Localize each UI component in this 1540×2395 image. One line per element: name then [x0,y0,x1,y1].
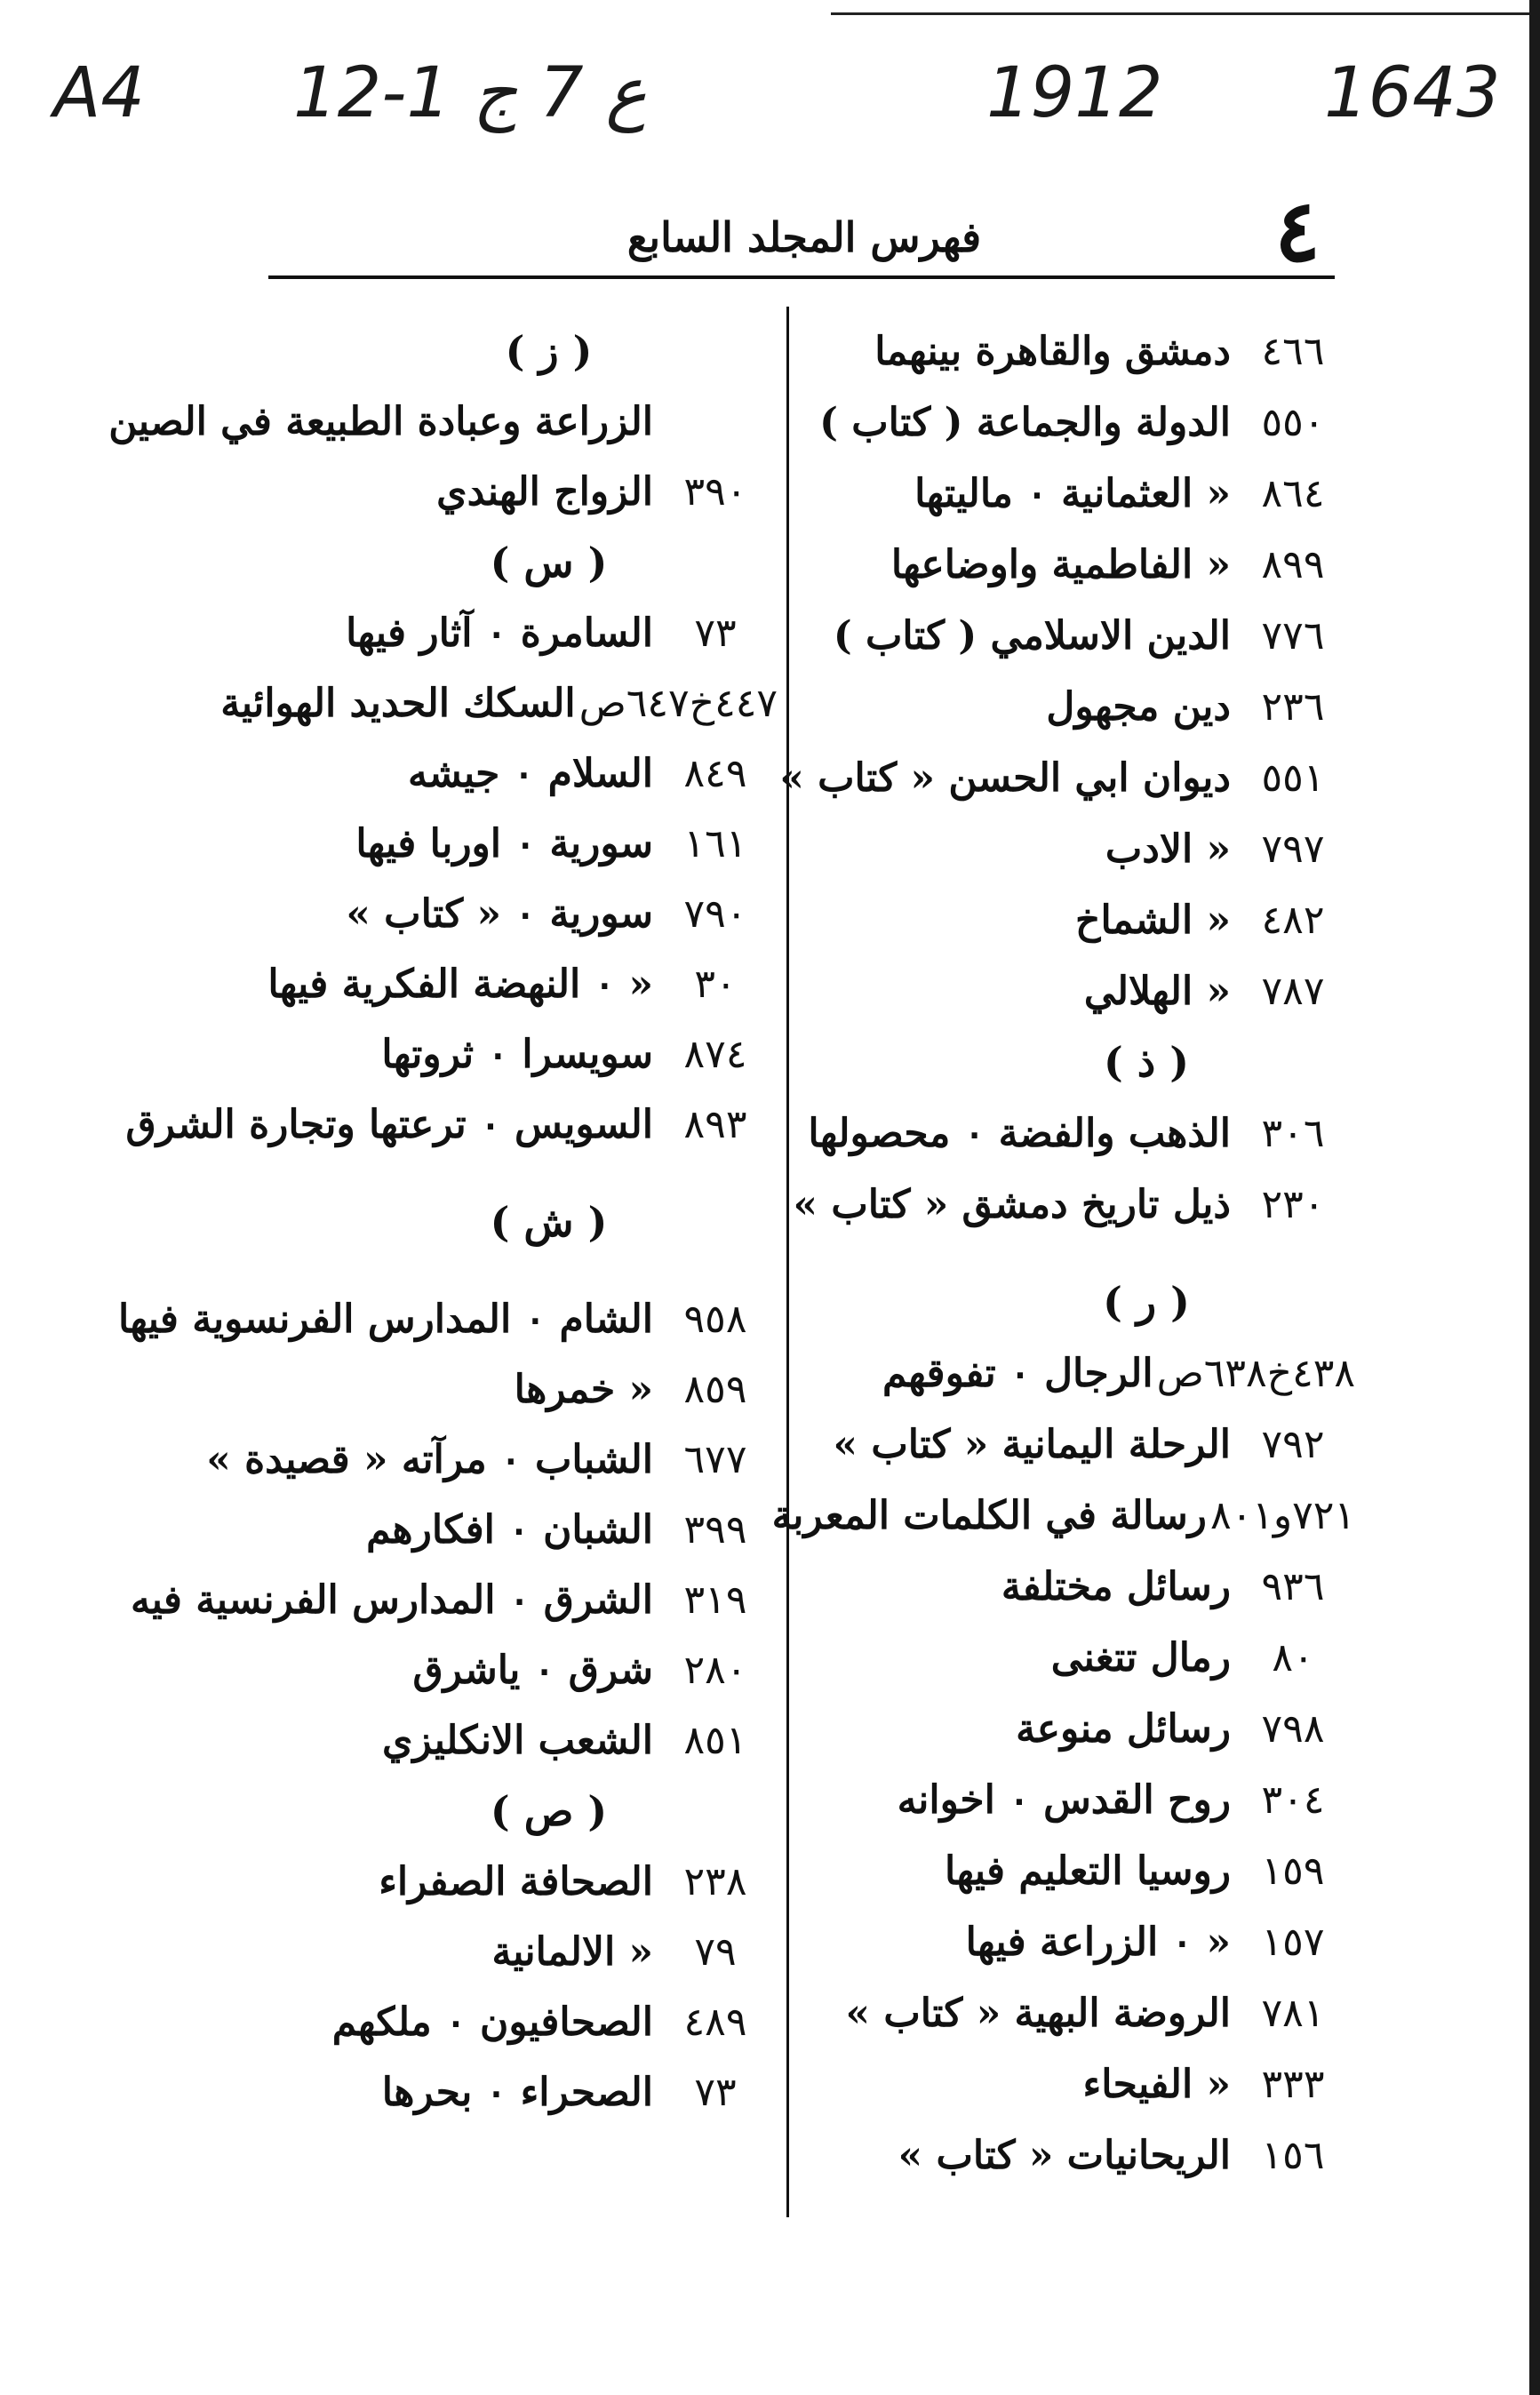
entry-title: الذهب والفضة ٠ محصولها [808,1110,1231,1156]
index-entry [804,1764,1355,1835]
entry-title: « الهلالي [1083,968,1231,1014]
entry-title: « الالمانية [491,1929,653,1975]
entry-title: سورية ٠ « كتاب » [346,891,653,937]
index-entry [804,458,1355,529]
entry-title: السلام ٠ جيشه [408,751,653,796]
entry-title: الشرق ٠ المدارس الفرنسية فيه [131,1577,653,1623]
entry-page-number: ٧٨٧ [1261,968,1325,1014]
index-entry [178,1354,778,1425]
index-entry [178,1425,778,1495]
index-entry [178,1847,778,1917]
index-entry [804,1906,1355,1977]
entry-page-number: ٤٨٢ [1261,897,1325,943]
entry-title: السويس ٠ ترعتها وتجارة الشرق [125,1102,653,1147]
entry-title: ديوان ابي الحسن « كتاب » [779,754,1231,801]
entry-page-number: ٣٣٣ [1261,2061,1325,2107]
entry-page-number: ٤٦٦ [1261,328,1325,374]
scan-edge-right [1529,0,1540,2395]
entry-page-number: ٥٥١ [1261,754,1325,801]
index-entry [804,671,1355,742]
entry-page-number: ٢٣٨ [683,1859,747,1904]
index-entry [178,598,778,668]
index-entry [125,1090,778,1160]
entry-title: « العثمانية ٠ ماليتها [914,470,1231,516]
entry-page-number: ٦٧٧ [683,1437,747,1482]
index-entry [793,1169,1355,1240]
entry-title: « ٠ النهضة الفكرية فيها [267,962,653,1007]
index-entry [108,387,778,457]
index-entry [779,742,1355,813]
entry-title: « الادب [1105,826,1231,872]
entry-title: الشعب الانكليزي [381,1718,653,1763]
spacer [178,1160,778,1186]
entry-title: الرجال ٠ تفوقهم [882,1350,1153,1396]
index-entry [178,949,778,1019]
entry-title: رسائل مختلفة [1001,1563,1231,1609]
entry-title: السكك الحديد الهوائية [220,681,576,726]
entry-title: دمشق والقاهرة بينهما [874,328,1231,374]
entry-title: الصحافيون ٠ ملكهم [331,2000,653,2045]
entry-page-number: ١٦١ [683,821,747,866]
entry-page-number: ٧٢١و٨٠١ [1209,1492,1355,1538]
index-entry [178,1495,778,1565]
index-entry [804,1098,1355,1169]
entry-page-number: ٣٩٠ [683,469,747,515]
entry-page-number: ٧٧٦ [1261,612,1325,659]
index-entry [804,1622,1355,1693]
entry-title: سويسرا ٠ ثروتها [381,1032,653,1077]
entry-title: الرحلة اليمانية « كتاب » [833,1421,1231,1467]
index-entry [804,1835,1355,1906]
index-entry [804,884,1355,955]
entry-title: دين مجهول [1046,683,1231,730]
index-entry [178,809,778,879]
scan-edge-top [831,0,1540,15]
entry-page-number: ٨٠ [1272,1634,1314,1680]
entry-title: الشبان ٠ افكارهم [366,1507,653,1553]
entry-title: « ٠ الزراعة فيها [965,1919,1231,1965]
entry-page-number: ٢٨٠ [683,1648,747,1693]
entry-page-number: ٧٩٨ [1261,1705,1325,1752]
index-entry [178,1019,778,1090]
page-header [267,180,1342,284]
entry-title: روسيا التعليم فيها [945,1848,1231,1894]
entry-page-number: ٨٥٩ [683,1367,747,1412]
section-letter-heading: ( ر ) [1103,1278,1190,1326]
entry-page-number: ٩٣٦ [1261,1563,1325,1609]
entry-title: رسالة في الكلمات المعربة [771,1492,1207,1538]
index-entry [131,1565,778,1635]
entry-page-number: ٨٦٤ [1261,470,1325,516]
entry-page-number: ٣٠ [694,962,737,1007]
entry-page-number: ١٥٦ [1261,2132,1325,2178]
entry-title: الشباب ٠ مرآته « قصيدة » [206,1437,653,1482]
year-note: 1912 [986,53,1163,133]
index-entry [804,955,1355,1026]
entry-page-number: ١٥٩ [1261,1848,1325,1894]
entry-title: الشام ٠ المدارس الفرنسوية فيها [117,1297,653,1342]
column-divider [786,307,789,2217]
index-column-right [771,315,1355,2191]
entry-page-number: ٢٣٦ [1261,683,1325,730]
entry-page-number: ٣١٩ [683,1577,747,1623]
entry-page-number: ٨٥١ [683,1718,747,1763]
index-entry [804,2048,1355,2120]
index-entry [804,387,1355,458]
entry-page-number: ٧٩ [694,1929,737,1975]
index-entry [178,879,778,949]
header-rule [268,275,1335,279]
entry-title: شرق ٠ ياشرق [412,1648,653,1693]
entry-title: « الشماخ [1075,897,1231,943]
spacer [804,1240,1355,1266]
section-letter-heading: ( ص ) [490,1787,608,1835]
index-entry [178,1635,778,1705]
entry-title: الصحراء ٠ بحرها [381,2070,653,2115]
page-number: ٤ [1274,180,1321,281]
index-entry [178,2057,778,2128]
index-entry [804,1409,1355,1480]
entry-page-number: ٣٠٤ [1261,1776,1325,1823]
entry-page-number: ١٥٧ [1261,1919,1325,1965]
index-entry [178,1705,778,1776]
spacer [178,1257,778,1284]
index-entry [178,457,778,527]
entry-title: « خمرها [514,1367,653,1412]
entry-page-number: ٨٧٤ [683,1032,747,1077]
entry-title: رمال تتغنى [1050,1634,1231,1680]
issue-reference: 12-1 ع 7 ج [293,53,647,133]
section-letter-heading: ( ز ) [505,327,593,375]
entry-title: الدين الاسلامي ( كتاب ) [833,612,1231,659]
handwritten-archive-reference [44,53,1502,178]
entry-page-number: ٧٣ [694,611,737,656]
entry-title: « الفاطمية واوضاعها [890,541,1231,587]
archive-code: A4 [53,53,145,133]
entry-title: السامرة ٠ آثار فيها [346,611,653,656]
index-entry [804,529,1355,600]
index-column-left [108,315,778,2128]
entry-page-number: ٤٣٨خ٦٣٨ص [1156,1350,1355,1396]
index-entry [804,2120,1355,2191]
entry-page-number: ٤٤٧خ٦٤٧ص [578,681,778,726]
entry-title: الزراعة وعبادة الطبيعة في الصين [108,399,653,444]
entry-title: ذيل تاريخ دمشق « كتاب » [793,1181,1231,1227]
index-entry [178,1987,778,2057]
index-entry [804,813,1355,884]
entry-page-number: ٩٥٨ [683,1297,747,1342]
section-letter-heading: ( ش ) [490,1198,608,1246]
entry-title: سورية ٠ اوربا فيها [355,821,653,866]
section-letter-heading: ( س ) [490,539,608,587]
entry-page-number: ٥٥٠ [1261,399,1325,445]
index-entry [804,1977,1355,2048]
entry-page-number: ٧٣ [694,2070,737,2115]
page-title: فهرس المجلد السابع [626,213,982,261]
entry-page-number: ٨٩٣ [683,1102,747,1147]
catalog-number: 1643 [1324,53,1501,133]
entry-title: « الفيحاء [1082,2061,1231,2107]
entry-title: الصحافة الصفراء [379,1859,653,1904]
index-entry [771,1480,1355,1551]
entry-page-number: ٣٩٩ [683,1507,747,1553]
entry-page-number: ٧٩٢ [1261,1421,1325,1467]
entry-page-number: ٢٣٠ [1261,1181,1325,1227]
entry-title: الريحانيات « كتاب » [898,2132,1231,2178]
entry-title: الدولة والجماعة ( كتاب ) [819,399,1231,445]
index-entry [178,668,778,738]
entry-title: الروضة البهية « كتاب » [845,1990,1231,2036]
entry-page-number: ٧٩٠ [683,891,747,937]
entry-title: رسائل منوعة [1016,1705,1231,1752]
section-letter-heading: ( ذ ) [1103,1038,1190,1086]
index-entry [804,600,1355,671]
entry-page-number: ٧٩٧ [1261,826,1325,872]
entry-page-number: ٣٠٦ [1261,1110,1325,1156]
index-entry [178,1917,778,1987]
index-entry [804,315,1355,387]
entry-page-number: ٧٨١ [1261,1990,1325,2036]
index-entry [178,738,778,809]
entry-page-number: ٤٨٩ [683,2000,747,2045]
entry-title: الزواج الهندي [436,469,653,515]
entry-page-number: ٨٤٩ [683,751,747,796]
entry-title: روح القدس ٠ اخوانه [897,1776,1231,1823]
entry-page-number: ٨٩٩ [1261,541,1325,587]
index-entry [804,1337,1355,1409]
index-entry [804,1551,1355,1622]
index-entry [804,1693,1355,1764]
index-entry [117,1284,778,1354]
